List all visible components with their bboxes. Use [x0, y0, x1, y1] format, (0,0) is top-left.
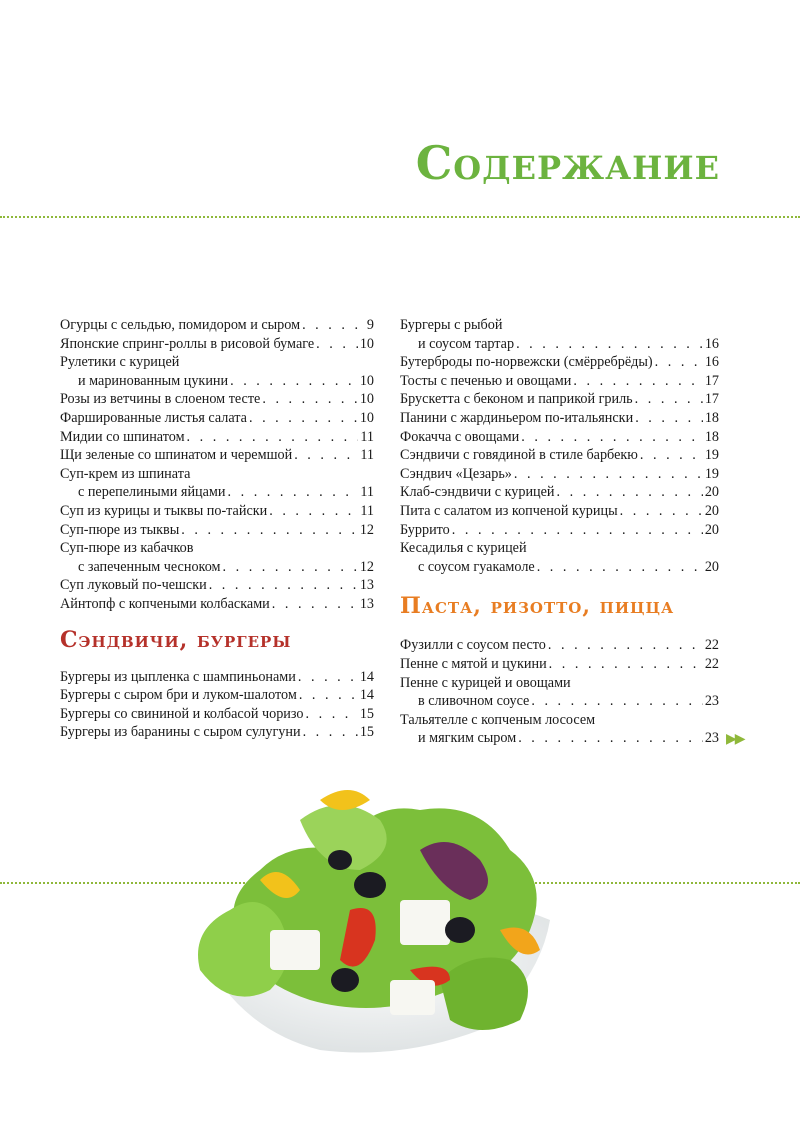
toc-dot-leader [516, 335, 703, 354]
toc-entry-title: Айнтопф с копчеными колбасками [60, 595, 270, 612]
toc-entry-line [400, 390, 719, 409]
toc-page-number: 22 [704, 655, 719, 672]
toc-page-number: 12 [359, 558, 374, 575]
toc-entry-line [400, 428, 719, 447]
toc-entry-line [400, 446, 719, 465]
toc-dot-leader [269, 502, 358, 521]
toc-page-number: 10 [359, 372, 374, 389]
toc-entry-title: Клаб-сэндвичи с курицей [400, 484, 555, 501]
top-divider [0, 216, 800, 218]
toc-page-number: 11 [360, 502, 374, 519]
toc-entry-title: Брускетта с беконом и паприкой гриль [400, 391, 633, 408]
toc-dot-leader [548, 636, 703, 655]
toc-entry-title: Тальятелле с копченым лососем [400, 711, 596, 728]
toc-item[interactable] [400, 655, 719, 674]
toc-page-number: 20 [704, 502, 719, 519]
toc-dot-leader [209, 576, 358, 595]
toc-entry-line [60, 668, 374, 687]
toc-item[interactable] [60, 595, 374, 614]
toc-entry-title: Суп-пюре из кабачков [60, 540, 194, 557]
toc-entry-line [400, 729, 719, 748]
toc-page-number: 23 [704, 730, 719, 747]
toc-entry-line [400, 636, 719, 655]
toc-page-number: 16 [704, 335, 719, 352]
toc-page-number: 18 [704, 428, 719, 445]
toc-entry-title: Бургеры со свининой и колбасой чоризо [60, 705, 304, 722]
toc-item[interactable] [60, 723, 374, 742]
toc-entry-line [60, 409, 374, 428]
toc-entry-title: Рулетики с курицей [60, 354, 180, 371]
toc-page-number: 11 [360, 428, 374, 445]
toc-entry-continuation: с соусом гуакамоле [418, 558, 535, 575]
toc-item[interactable] [60, 428, 374, 447]
toc-page-number: 13 [359, 595, 374, 612]
toc-dot-leader [187, 428, 359, 447]
toc-dot-leader [640, 446, 703, 465]
right-group-1 [400, 316, 719, 576]
toc-item[interactable] [60, 502, 374, 521]
toc-dot-leader [223, 558, 358, 577]
toc-entry-title: Фузилли с соусом песто [400, 637, 546, 654]
toc-item[interactable] [60, 316, 374, 335]
toc-page-number: 20 [704, 558, 719, 575]
toc-page-number: 23 [704, 693, 719, 710]
toc-item[interactable] [400, 502, 719, 521]
toc-dot-leader [302, 316, 365, 335]
toc-entry-line [60, 483, 374, 502]
toc-dot-leader [573, 372, 702, 391]
toc-dot-leader [316, 335, 358, 354]
toc-entry-line [400, 502, 719, 521]
toc-page-number: 10 [359, 391, 374, 408]
toc-entry-line [60, 595, 374, 614]
toc-item[interactable] [60, 465, 374, 502]
toc-entry-continuation: с запеченным чесноком [78, 558, 221, 575]
toc-item[interactable] [60, 446, 374, 465]
toc-entry-line [60, 446, 374, 465]
toc-dot-leader [228, 483, 359, 502]
toc-item[interactable] [60, 539, 374, 576]
toc-page-number: 9 [366, 317, 374, 333]
toc-item[interactable] [400, 446, 719, 465]
right-column [400, 316, 719, 748]
toc-entry-title: Бургеры с сыром бри и луком-шалотом [60, 687, 297, 704]
toc-item[interactable] [60, 409, 374, 428]
toc-entry-line [400, 655, 719, 674]
left-group-1 [60, 316, 374, 614]
toc-entry-title: Японские спринг-роллы в рисовой бумаге [60, 335, 315, 352]
toc-entry-line [60, 372, 374, 391]
toc-item[interactable] [60, 668, 374, 687]
toc-dot-leader [521, 428, 703, 447]
toc-page-number: 17 [704, 372, 719, 389]
toc-item[interactable] [60, 686, 374, 705]
toc-entry-line [400, 353, 719, 372]
toc-page-number: 10 [359, 335, 374, 352]
toc-item[interactable] [60, 576, 374, 595]
toc-page-number: 22 [704, 637, 719, 654]
toc-item[interactable] [400, 409, 719, 428]
toc-dot-leader [230, 372, 358, 391]
left-column [60, 316, 374, 742]
toc-entry-line [400, 465, 719, 484]
toc-page-number: 15 [359, 724, 374, 741]
toc-dot-leader [537, 558, 703, 577]
toc-entry-title: Суп-крем из шпината [60, 465, 191, 482]
next-page-arrow-icon[interactable]: ▶▶ [726, 732, 744, 747]
toc-entry-title: Бутерброды по-норвежски (смёрребрёды) [400, 354, 653, 371]
section-title-pasta: Паста, ризотто, пицца [400, 593, 675, 620]
toc-dot-leader [557, 483, 703, 502]
right-group-2 [400, 636, 719, 748]
toc-item[interactable] [400, 372, 719, 391]
toc-entry-line [400, 521, 719, 540]
toc-entry-line [60, 521, 374, 540]
toc-item[interactable] [400, 674, 719, 711]
toc-entry-title: Суп-пюре из тыквы [60, 521, 180, 538]
toc-entry-title: Пенне с курицей и овощами [400, 674, 571, 691]
toc-page-number: 18 [704, 409, 719, 426]
toc-entry-line [60, 502, 374, 521]
toc-page-number: 15 [359, 705, 374, 722]
toc-page-number: 19 [704, 447, 719, 464]
toc-page-number: 11 [360, 484, 374, 501]
toc-entry-continuation: и соусом тартар [418, 335, 515, 352]
toc-entry-title: Пенне с мятой и цукини [400, 655, 547, 672]
toc-dot-leader [249, 409, 358, 428]
toc-entry-line [60, 705, 374, 724]
toc-dot-leader [531, 692, 702, 711]
toc-page-number: 20 [704, 484, 719, 501]
toc-entry-line [60, 335, 374, 354]
toc-item[interactable] [60, 705, 374, 724]
toc-dot-leader [635, 390, 703, 409]
toc-page-number: 19 [704, 465, 719, 482]
toc-entry-title: Панини с жардиньером по-итальянски [400, 409, 634, 426]
toc-item[interactable] [400, 353, 719, 372]
toc-item[interactable] [400, 483, 719, 502]
toc-entry-continuation: с перепелиными яйцами [78, 484, 226, 501]
toc-entry-title: Фаршированные листья салата [60, 409, 247, 426]
toc-entry-line [400, 483, 719, 502]
toc-entry-title: Сэндвич «Цезарь» [400, 465, 512, 482]
toc-page-number: 17 [704, 391, 719, 408]
toc-entry-continuation: и маринованным цукини [78, 372, 229, 389]
toc-dot-leader [518, 729, 703, 748]
toc-item[interactable] [60, 390, 374, 409]
toc-entry-title: Буррито [400, 521, 450, 538]
toc-entry-line [400, 692, 719, 711]
toc-item[interactable] [60, 521, 374, 540]
toc-entry-line [400, 558, 719, 577]
toc-dot-leader [294, 446, 358, 465]
toc-item[interactable] [400, 539, 719, 576]
toc-entry-line [60, 428, 374, 447]
toc-entry-line [60, 558, 374, 577]
toc-dot-leader [298, 668, 358, 687]
toc-entry-title: Огурцы с сельдью, помидором и сыром [60, 317, 301, 333]
toc-page-number: 20 [704, 521, 719, 538]
toc-page-number: 14 [359, 668, 374, 685]
toc-entry-title: Суп из курицы и тыквы по-тайски [60, 502, 268, 519]
toc-dot-leader [635, 409, 703, 428]
toc-entry-title: Сэндвичи с говядиной в стиле барбекю [400, 447, 638, 464]
page-title: Содержание [415, 136, 720, 190]
toc-entry-title: Фокачча с овощами [400, 428, 520, 445]
toc-entry-line [400, 335, 719, 354]
toc-page-number: 10 [359, 409, 374, 426]
toc-entry-title: Бургеры с рыбой [400, 317, 503, 333]
toc-dot-leader [303, 723, 358, 742]
toc-page-number: 14 [359, 687, 374, 704]
toc-entry-line [60, 390, 374, 409]
toc-entry-title: Бургеры из цыпленка с шампиньонами [60, 668, 296, 685]
toc-dot-leader [514, 465, 703, 484]
toc-dot-leader [549, 655, 703, 674]
toc-entry-title: Мидии со шпинатом [60, 428, 185, 445]
toc-item[interactable] [400, 390, 719, 409]
toc-entry-title: Щи зеленые со шпинатом и черемшой [60, 447, 293, 464]
toc-dot-leader [452, 521, 703, 540]
toc-entry-title: Суп луковый по-чешски [60, 577, 207, 594]
toc-item[interactable] [60, 353, 374, 390]
toc-page-number: 12 [359, 521, 374, 538]
toc-entry-line [400, 409, 719, 428]
toc-entry-title: Тосты с печенью и овощами [400, 372, 572, 389]
toc-entry-line [60, 576, 374, 595]
toc-dot-leader [306, 705, 358, 724]
toc-dot-leader [272, 595, 358, 614]
toc-page-number: 13 [359, 577, 374, 594]
toc-page-number: 16 [704, 354, 719, 371]
toc-entry-line [400, 372, 719, 391]
toc-item[interactable] [400, 465, 719, 484]
toc-item[interactable] [400, 316, 719, 353]
salad-photo [180, 780, 560, 1070]
toc-item[interactable] [400, 428, 719, 447]
toc-page-number: 11 [360, 447, 374, 464]
toc-dot-leader [262, 390, 357, 409]
toc-entry-continuation: и мягким сыром [418, 730, 517, 747]
toc-entry-line [60, 723, 374, 742]
toc-entry-title: Пита с салатом из копченой курицы [400, 502, 618, 519]
toc-dot-leader [655, 353, 703, 372]
toc-item[interactable] [400, 636, 719, 655]
section-title-sandwiches: Сэндвичи, бургеры [60, 626, 292, 653]
toc-item[interactable] [60, 335, 374, 354]
toc-item[interactable] [400, 521, 719, 540]
toc-entry-line [60, 686, 374, 705]
toc-dot-leader [299, 686, 358, 705]
toc-entry-title: Бургеры из баранины с сыром сулугуни [60, 724, 301, 741]
toc-entry-line [60, 316, 374, 335]
toc-item[interactable] [400, 711, 719, 748]
toc-entry-continuation: в сливочном соусе [418, 693, 530, 710]
left-group-2 [60, 668, 374, 742]
toc-dot-leader [181, 521, 358, 540]
toc-dot-leader [620, 502, 703, 521]
toc-entry-title: Кесадилья с курицей [400, 540, 527, 557]
toc-entry-title: Розы из ветчины в слоеном тесте [60, 391, 261, 408]
